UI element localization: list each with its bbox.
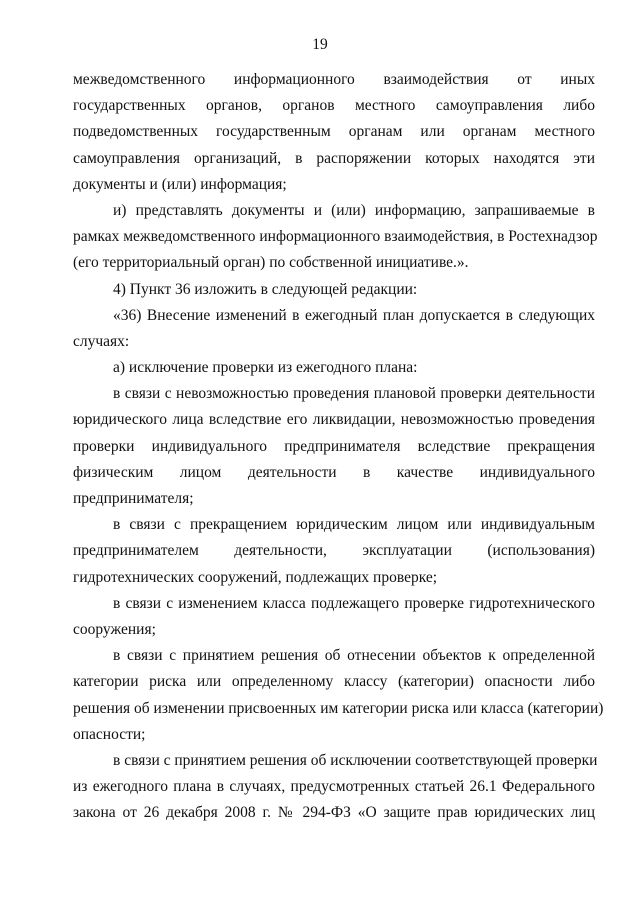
text-line: случаях: bbox=[73, 332, 130, 350]
text-line: предпринимателем деятельности, эксплуатации (использования) bbox=[73, 542, 595, 560]
page-number: 19 bbox=[312, 36, 328, 53]
text-line: закона от 26 декабря 2008 г. № 294-ФЗ «О защите прав юридических лиц bbox=[73, 804, 595, 822]
text-line: (его территориальный орган) по собственной инициативе.». bbox=[73, 254, 469, 272]
text-line: предпринимателя; bbox=[73, 490, 194, 507]
text-line: в связи с принятием решения об отнесении объектов к определенной bbox=[113, 647, 595, 665]
text-line: а) исключение проверки из ежегодного плана: bbox=[113, 359, 418, 377]
text-line: решения об изменении присвоенных им категории риска или класса (категории) bbox=[73, 699, 604, 717]
text-line: 4) Пункт 36 изложить в следующей редакции: bbox=[113, 280, 418, 298]
text-line: проверки индивидуального предпринимателя вследствие прекращения bbox=[73, 437, 595, 455]
text-line: самоуправления организаций, в распоряжении которых находятся эти bbox=[73, 149, 595, 167]
text-line: и) представлять документы и (или) информацию, запрашиваемые в bbox=[113, 201, 595, 219]
text-line: сооружения; bbox=[73, 620, 156, 638]
document-body bbox=[73, 67, 604, 826]
text-line: подведомственных государственным органам или органам местного bbox=[73, 123, 595, 141]
text-line: «36) Внесение изменений в ежегодный план допускается в следующих bbox=[113, 306, 595, 324]
text-line: межведомственного информационного взаимодействия от иных bbox=[73, 71, 595, 88]
text-line: юридического лица вследствие его ликвидации, невозможностью проведения bbox=[73, 411, 595, 429]
text-line: в связи с невозможностью проведения плановой проверки деятельности bbox=[113, 385, 595, 403]
text-line: опасности; bbox=[73, 725, 146, 743]
text-line: из ежегодного плана в случаях, предусмотренных статьей 26.1 Федерального bbox=[73, 778, 595, 796]
text-line: государственных органов, органов местного самоуправления либо bbox=[73, 97, 595, 115]
text-line: в связи с прекращением юридическим лицом или индивидуальным bbox=[113, 516, 595, 534]
text-line: гидротехнических сооружений, подлежащих проверке; bbox=[73, 568, 438, 586]
text-line: в связи с принятием решения об исключении соответствующей проверки bbox=[113, 751, 598, 769]
text-line: документы и (или) информация; bbox=[73, 175, 287, 193]
text-line: категории риска или определенному классу (категории) опасности либо bbox=[73, 673, 595, 691]
text-line: рамках межведомственного информационного взаимодействия, в Ростехнадзор bbox=[73, 228, 598, 246]
text-line: физическим лицом деятельности в качестве индивидуального bbox=[73, 463, 595, 481]
text-line: в связи с изменением класса подлежащего проверке гидротехнического bbox=[113, 594, 595, 612]
